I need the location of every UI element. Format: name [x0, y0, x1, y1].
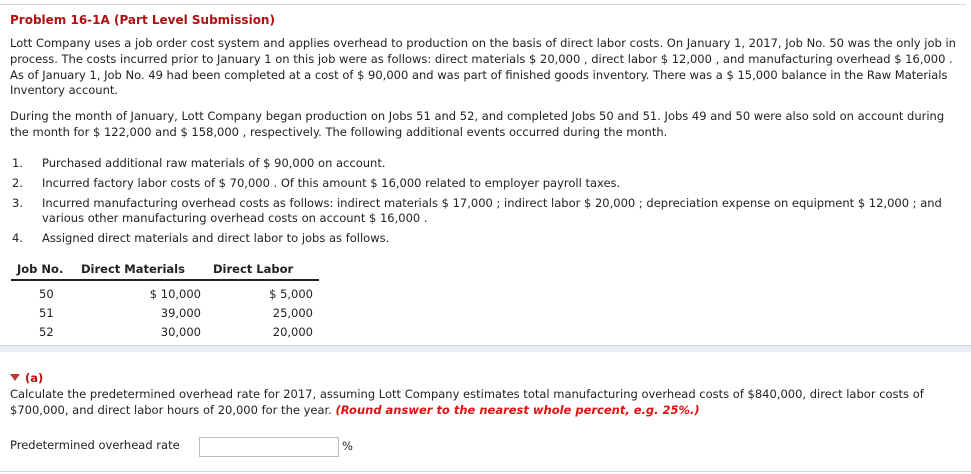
- event-item: [10, 196, 965, 228]
- event-item: [10, 231, 965, 247]
- cell-direct-materials: $ 10,000: [149, 286, 201, 301]
- header-direct-materials: Direct Materials: [75, 260, 207, 280]
- table-row: [11, 303, 319, 322]
- part-a-label: (a): [25, 371, 44, 385]
- problem-paragraph-2: During the month of January, Lott Company began production on Jobs 51 and 52, and completed Jobs 50 and 51. Jobs 49 and 50 were also sold on account during the month for $ 122,000 and $ 158,000 , respectively. The following additional events occurred during the month.: [10, 109, 945, 139]
- header-direct-labor: Direct Labor: [207, 260, 319, 280]
- event-text: Incurred manufacturing overhead costs as follows: indirect materials $ 17,000 ; indirect labor $ 20,000 ; depreciation expense on equipment $ 12,000 ; and various other manufacturing overhead costs on account $ 16,000 .: [42, 195, 942, 226]
- overhead-rate-input[interactable]: [199, 437, 339, 457]
- event-text: Incurred factory labor costs of $ 70,000 . Of this amount $ 16,000 related to employer payroll taxes.: [42, 175, 621, 190]
- event-number: 2.: [12, 175, 23, 190]
- job-assignment-table: [11, 260, 319, 341]
- rounding-hint: (Round answer to the nearest whole percent, e.g. 25%.): [335, 402, 700, 417]
- event-number: 3.: [12, 195, 23, 210]
- event-number: 1.: [12, 156, 23, 170]
- answer-label: Predetermined overhead rate: [10, 437, 180, 452]
- part-a-question: [10, 387, 960, 419]
- cell-direct-labor: 25,000: [272, 305, 313, 320]
- cell-direct-labor: 20,000: [272, 324, 313, 339]
- problem-title: Problem 16-1A (Part Level Submission): [10, 13, 275, 27]
- bottom-divider: [0, 471, 971, 472]
- event-text: Purchased additional raw materials of $ 90,000 on account.: [42, 156, 386, 170]
- table-row: [11, 280, 319, 303]
- cell-job-no: 50: [39, 286, 54, 301]
- event-text: Assigned direct materials and direct labor to jobs as follows.: [42, 231, 390, 246]
- cell-direct-labor: $ 5,000: [269, 286, 313, 301]
- event-item: [10, 176, 965, 192]
- event-number: 4.: [12, 231, 23, 246]
- answer-row: [10, 437, 353, 453]
- events-list: [10, 156, 965, 251]
- question-text: Calculate the predetermined overhead rate for 2017, assuming Lott Company estimates total manufacturing overhead costs of $840,000, direct labor costs of $700,000, and direct labor hours of 20,000 for the year.: [10, 387, 924, 417]
- table-row: [11, 322, 319, 341]
- event-item: [10, 156, 965, 172]
- collapse-triangle-icon[interactable]: [10, 374, 20, 381]
- section-separator: [0, 345, 971, 352]
- cell-job-no: 51: [39, 305, 54, 320]
- percent-unit: %: [342, 439, 353, 453]
- problem-paragraph-1: Lott Company uses a job order cost system and applies overhead to production on the basis of direct labor costs. On January 1, 2017, Job No. 50 was the only job in process. The costs incurred prior to January 1 on this job were as follows: direct materials $ 20,000 , direct labor $ 12,000 , and manufacturing overhead $ 16,000 . As of January 1, Job No. 49 had been completed at a cost of $ 90,000 and was part of finished goods inventory. There was a $ 15,000 balance in the Raw Materials Inventory account.: [10, 36, 956, 98]
- table-header-row: [11, 260, 319, 280]
- top-divider: [0, 4, 966, 5]
- part-a-header[interactable]: [10, 371, 43, 385]
- cell-direct-materials: 30,000: [160, 324, 201, 339]
- header-job-no: Job No.: [11, 260, 75, 280]
- cell-direct-materials: 39,000: [160, 305, 201, 320]
- cell-job-no: 52: [39, 324, 54, 339]
